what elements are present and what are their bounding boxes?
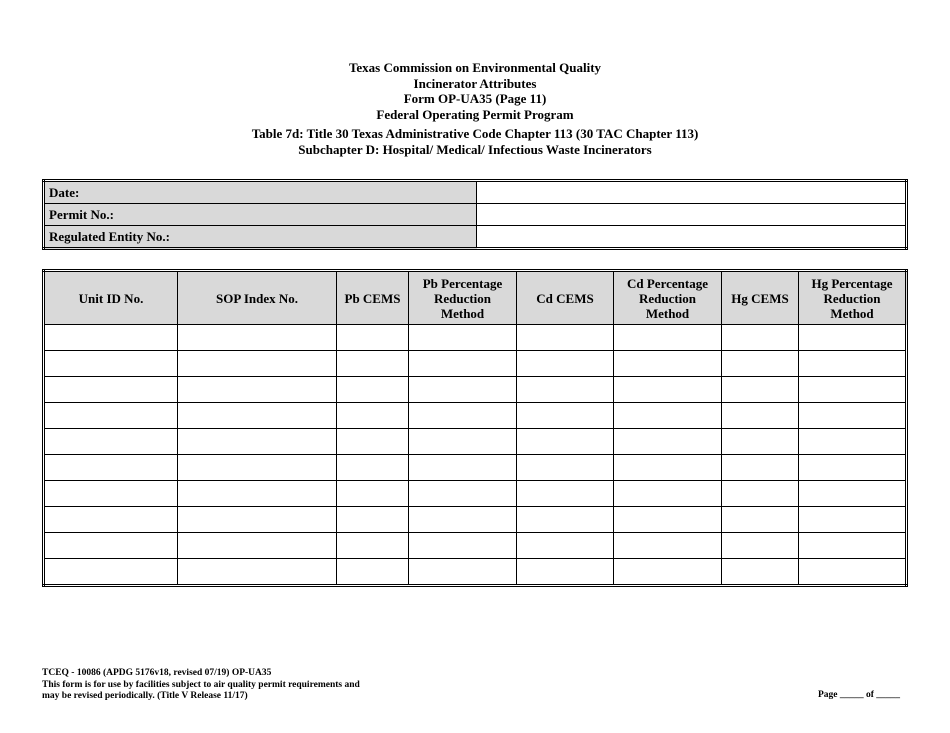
table-cell[interactable] [517, 507, 614, 533]
program-title: Federal Operating Permit Program [376, 106, 574, 122]
identification-table [42, 179, 908, 250]
table-cell[interactable] [178, 481, 337, 507]
table-cell[interactable] [178, 403, 337, 429]
table-cell[interactable] [337, 507, 409, 533]
table-cell[interactable] [614, 559, 722, 586]
table-cell[interactable] [44, 507, 178, 533]
table-cell[interactable] [614, 351, 722, 377]
table-cell[interactable] [722, 325, 799, 351]
table-cell[interactable] [409, 481, 517, 507]
table-cell[interactable] [614, 325, 722, 351]
table-cell[interactable] [337, 377, 409, 403]
table-cell[interactable] [409, 533, 517, 559]
table-cell[interactable] [614, 507, 722, 533]
table-cell[interactable] [799, 351, 907, 377]
table-cell[interactable] [178, 325, 337, 351]
table-cell[interactable] [722, 351, 799, 377]
table-cell[interactable] [178, 559, 337, 586]
col-pb-reduction: Pb Percentage Reduction Method [409, 271, 517, 325]
table-cell[interactable] [409, 377, 517, 403]
date-row [44, 181, 907, 204]
table-row [44, 455, 907, 481]
table-cell[interactable] [337, 403, 409, 429]
date-field[interactable] [477, 181, 907, 204]
usage-note-line1: This form is for use by facilities subject to air quality permit requirements and [42, 679, 360, 690]
table-cell[interactable] [614, 481, 722, 507]
table-row [44, 351, 907, 377]
col-unit-id: Unit ID No. [44, 271, 178, 325]
table-cell[interactable] [44, 403, 178, 429]
table-cell[interactable] [722, 481, 799, 507]
table-cell[interactable] [799, 559, 907, 586]
page-number: Page _____ of _____ [817, 690, 900, 700]
table-cell[interactable] [799, 429, 907, 455]
table-cell[interactable] [337, 325, 409, 351]
table-cell[interactable] [517, 533, 614, 559]
table-cell[interactable] [799, 507, 907, 533]
table-cell[interactable] [517, 455, 614, 481]
table-cell[interactable] [409, 559, 517, 586]
table-cell[interactable] [337, 429, 409, 455]
table-cell[interactable] [409, 325, 517, 351]
entity-field[interactable] [477, 226, 907, 249]
col-cd-cems: Cd CEMS [517, 271, 614, 325]
table-cell[interactable] [44, 533, 178, 559]
table-row [44, 507, 907, 533]
table-cell[interactable] [44, 559, 178, 586]
table-cell[interactable] [799, 403, 907, 429]
table-cell[interactable] [178, 507, 337, 533]
table-cell[interactable] [722, 533, 799, 559]
table-row [44, 533, 907, 559]
table-cell[interactable] [722, 377, 799, 403]
entity-row [44, 226, 907, 249]
table-cell[interactable] [44, 325, 178, 351]
table-cell[interactable] [722, 559, 799, 586]
table-cell[interactable] [178, 455, 337, 481]
table-cell[interactable] [614, 429, 722, 455]
table-row [44, 403, 907, 429]
table-cell[interactable] [337, 455, 409, 481]
table-cell[interactable] [517, 377, 614, 403]
table-cell[interactable] [799, 455, 907, 481]
table-body [44, 325, 907, 586]
table-cell[interactable] [409, 429, 517, 455]
form-footer [42, 668, 360, 703]
table-cell[interactable] [44, 429, 178, 455]
table-cell[interactable] [722, 429, 799, 455]
col-sop-index: SOP Index No. [178, 271, 337, 325]
table-cell[interactable] [409, 507, 517, 533]
permit-label: Permit No.: [44, 204, 477, 226]
table-cell[interactable] [409, 455, 517, 481]
table-cell[interactable] [517, 429, 614, 455]
table-cell[interactable] [614, 533, 722, 559]
table-cell[interactable] [178, 351, 337, 377]
table-cell[interactable] [44, 455, 178, 481]
form-id-line: TCEQ - 10086 (APDG 5176v18, revised 07/19) OP-UA35 [42, 668, 272, 678]
table-cell[interactable] [517, 481, 614, 507]
table-row [44, 559, 907, 586]
form-subtitle: Incinerator Attributes [413, 75, 537, 91]
table-cell[interactable] [337, 559, 409, 586]
table-cell[interactable] [614, 455, 722, 481]
entity-label: Regulated Entity No.: [44, 226, 477, 249]
col-pb-cems: Pb CEMS [337, 271, 409, 325]
table-cell[interactable] [337, 481, 409, 507]
table-cell[interactable] [722, 455, 799, 481]
table-cell[interactable] [337, 533, 409, 559]
form-number: Form OP-UA35 (Page 11) [403, 91, 547, 106]
table-cell[interactable] [722, 507, 799, 533]
table-subtitle: Subchapter D: Hospital/ Medical/ Infectious Waste Incinerators [298, 141, 652, 157]
permit-row [44, 204, 907, 226]
table-cell[interactable] [44, 377, 178, 403]
table-cell[interactable] [178, 429, 337, 455]
table-cell[interactable] [409, 351, 517, 377]
col-hg-cems: Hg CEMS [722, 271, 799, 325]
table-row [44, 325, 907, 351]
form-header [0, 60, 950, 157]
table-cell[interactable] [614, 403, 722, 429]
table-cell[interactable] [517, 403, 614, 429]
table-row [44, 429, 907, 455]
table-cell[interactable] [799, 533, 907, 559]
table-cell[interactable] [409, 403, 517, 429]
col-cd-reduction: Cd Percentage Reduction Method [614, 271, 722, 325]
table-cell[interactable] [337, 351, 409, 377]
table-cell[interactable] [517, 325, 614, 351]
table-cell[interactable] [178, 377, 337, 403]
usage-note-line2: may be revised periodically. (Title V Release 11/17) [42, 691, 248, 701]
col-hg-reduction: Hg Percentage Reduction Method [799, 271, 907, 325]
table-cell[interactable] [517, 351, 614, 377]
table-title: Table 7d: Title 30 Texas Administrative Code Chapter 113 (30 TAC Chapter 113) [251, 126, 699, 141]
table-cell[interactable] [178, 533, 337, 559]
table-cell[interactable] [44, 481, 178, 507]
table-row [44, 481, 907, 507]
permit-field[interactable] [477, 204, 907, 226]
table-cell[interactable] [517, 559, 614, 586]
table-cell[interactable] [799, 481, 907, 507]
table-row [44, 377, 907, 403]
date-label: Date: [44, 181, 477, 204]
table-cell[interactable] [44, 351, 178, 377]
table-cell[interactable] [799, 325, 907, 351]
table-cell[interactable] [614, 377, 722, 403]
table-header-row [44, 271, 907, 325]
incinerator-table [42, 269, 908, 587]
agency-title: Texas Commission on Environmental Quality [348, 60, 602, 75]
table-cell[interactable] [722, 403, 799, 429]
table-cell[interactable] [799, 377, 907, 403]
